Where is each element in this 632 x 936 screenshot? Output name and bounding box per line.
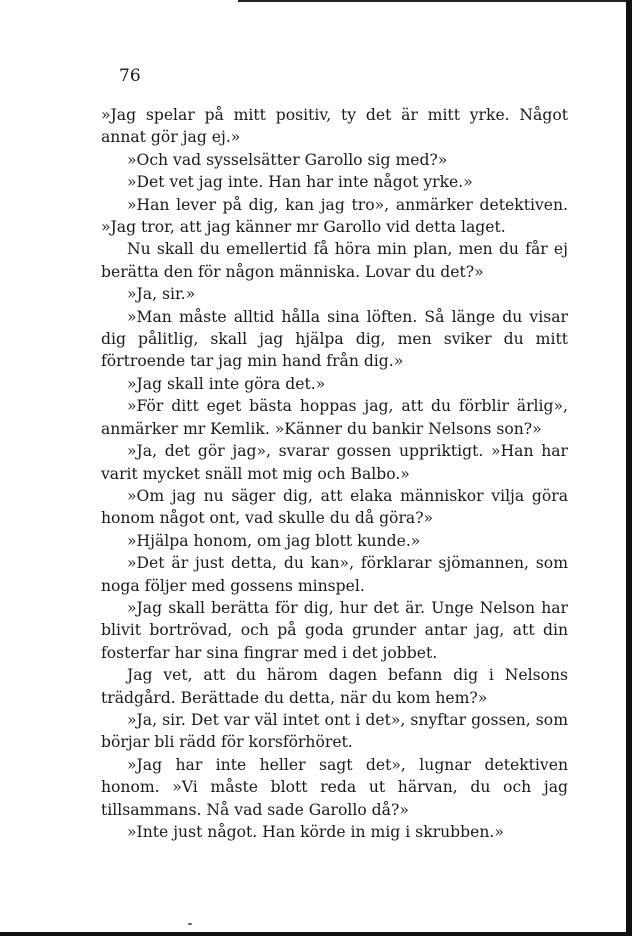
paragraph: Jag vet, att du härom dagen befann dig i Nelsons trädgård. Berättade du detta, när du kom hem?» (101, 666, 568, 707)
paragraph: Nu skall du emellertid få höra min plan, men du får ej berätta den för någon människa. Lovar du det?» (101, 240, 568, 281)
text-body (101, 104, 568, 843)
paragraph: »Han lever på dig, kan jag tro», anmärker detektiven. »Jag tror, att jag känner mr Garollo vid detta laget. (101, 195, 568, 237)
paragraph: »Ja, sir. Det var väl intet ont i det», snyftar gossen, som börjar bli rädd för korsförhöret. (101, 710, 568, 752)
scan-edge-right (626, 0, 632, 936)
paragraph: »Inte just något. Han körde in mig i skrubben.» (127, 823, 504, 841)
paragraph: »Om jag nu säger dig, att elaka människor vilja göra honom något ont, vad skulle du då göra?» (101, 486, 568, 528)
page-number: 76 (119, 66, 141, 86)
paragraph: »Och vad sysselsätter Garollo sig med?» (127, 150, 448, 169)
paragraph: »För ditt eget bästa hoppas jag, att du förblir ärlig», anmärker mr Kemlik. »Känner du bankir Nelsons son?» (101, 397, 568, 438)
paragraph: »Ja, sir.» (127, 285, 196, 304)
scan-edge-top (238, 0, 632, 2)
scan-edge-bottom (0, 932, 632, 936)
paragraph: »Hjälpa honom, om jag blott kunde.» (127, 531, 421, 550)
paragraph: »Man måste alltid hålla sina löften. Så länge du visar dig pålitlig, skall jag hjälpa dig, men sviker du mitt förtroende tar jag min hand från dig.» (101, 307, 568, 371)
paragraph: »Jag har inte heller sagt det», lugnar detektiven honom. »Vi måste blott reda ut härvan, du och jag tillsammans. Nå vad sade Garollo då?» (101, 755, 568, 819)
paragraph: »Det är just detta, du kan», förklarar sjömannen, som noga följer med gossens minspel. (101, 554, 568, 595)
paragraph: »Jag skall inte göra det.» (127, 374, 326, 393)
paragraph: »Ja, det gör jag», svarar gossen uppriktigt. »Han har varit mycket snäll mot mig och Balbo.» (101, 442, 568, 483)
paragraph: »Jag spelar på mitt positiv, ty det är mitt yrke. Något annat gör jag ej.» (101, 106, 568, 147)
scan-smudge (188, 923, 192, 925)
paragraph: »Det vet jag inte. Han har inte något yrke.» (127, 173, 473, 192)
paragraph: »Jag skall berätta för dig, hur det är. Unge Nelson har blivit bortrövad, och på goda grunder antar jag, att din fosterfar har sina fingrar med i det jobbet. (101, 598, 568, 662)
